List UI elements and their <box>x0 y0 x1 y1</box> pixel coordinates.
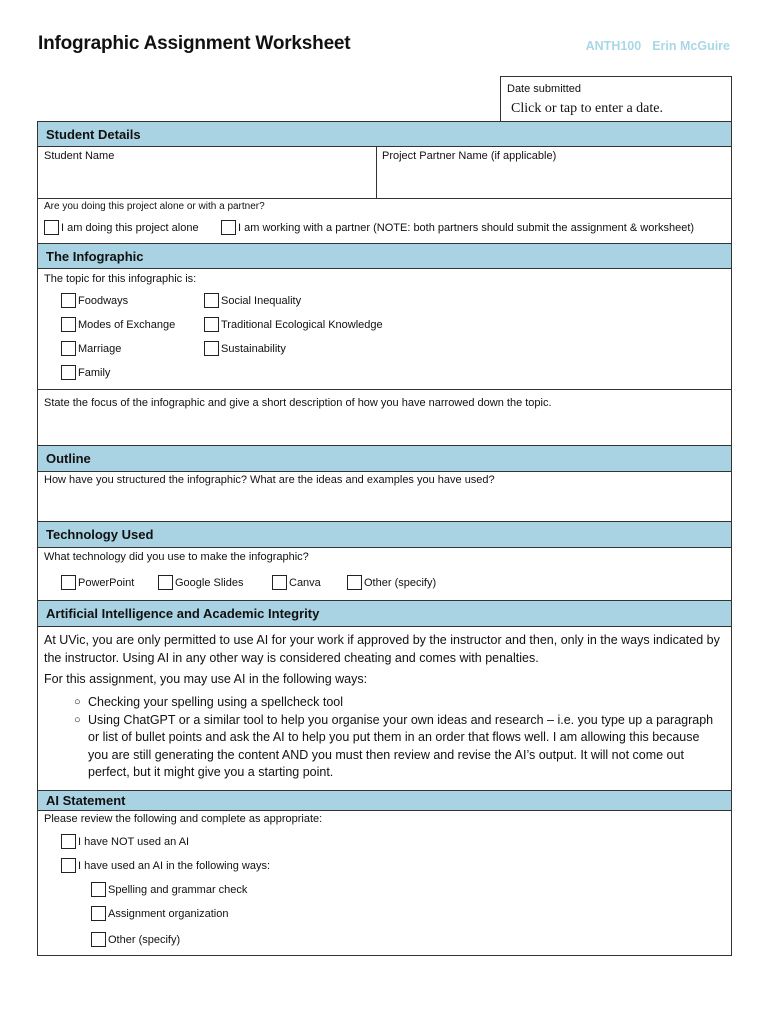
divider <box>38 389 731 390</box>
checkbox[interactable] <box>221 220 236 235</box>
ai-allowed-intro: For this assignment, you may use AI in the following ways: <box>44 672 368 686</box>
divider <box>38 198 731 199</box>
checkbox[interactable] <box>61 834 76 849</box>
ai-checkbox-organization[interactable] <box>91 906 228 921</box>
section-header-infographic: The Infographic <box>38 243 731 269</box>
topic-checkbox-social-inequality[interactable] <box>204 293 301 308</box>
checkbox-label: Foodways <box>78 294 129 307</box>
checkbox-label: Other (specify) <box>108 933 181 946</box>
list-item-text: Using ChatGPT or a similar tool to help you organise your own ideas and research – i.e. you type up a paragraph or list of bullet points and ask the AI to help you put them in an order that flows well. I am allowing this because you are still generating the content AND you must then review and revise the AI’s output. It will not come out perfect, but it might give you a starting point. <box>88 712 714 779</box>
tech-checkbox-canva[interactable] <box>272 575 321 590</box>
ai-statement-prompt: Please review the following and complete as appropriate: <box>44 813 323 825</box>
topic-checkbox-foodways[interactable] <box>61 293 128 308</box>
outline-prompt: How have you structured the infographic? What are the ideas and examples you have used? <box>44 474 495 486</box>
checkbox-label: Marriage <box>78 342 122 355</box>
checkbox-label: Google Slides <box>175 576 244 589</box>
checkbox[interactable] <box>61 317 76 332</box>
alone-or-partner-question: Are you doing this project alone or with a partner? <box>44 201 265 212</box>
ai-checkbox-spelling[interactable] <box>91 882 247 897</box>
ai-checkbox-other[interactable] <box>91 932 180 947</box>
checkbox[interactable] <box>204 293 219 308</box>
checkbox[interactable] <box>91 932 106 947</box>
checkbox-label: Family <box>78 366 111 379</box>
checkbox-partner[interactable] <box>221 220 694 235</box>
checkbox-label: I have NOT used an AI <box>78 835 190 848</box>
page-title: Infographic Assignment Worksheet <box>38 33 351 54</box>
checkbox-alone[interactable] <box>44 220 199 235</box>
checkbox-label: Canva <box>289 576 321 589</box>
course-info <box>586 39 730 53</box>
tech-checkbox-google-slides[interactable] <box>158 575 244 590</box>
checkbox[interactable] <box>204 341 219 356</box>
checkbox[interactable] <box>61 341 76 356</box>
bullet-icon: ○ <box>74 713 81 726</box>
checkbox[interactable] <box>204 317 219 332</box>
checkbox[interactable] <box>158 575 173 590</box>
checkbox-label: Assignment organization <box>108 907 229 920</box>
ai-allowed-list <box>74 694 718 782</box>
date-submitted-box <box>500 76 732 122</box>
checkbox[interactable] <box>91 906 106 921</box>
topic-checkbox-family[interactable] <box>61 365 110 380</box>
tech-checkbox-powerpoint[interactable] <box>61 575 134 590</box>
checkbox[interactable] <box>91 882 106 897</box>
ai-checkbox-not-used[interactable] <box>61 834 189 849</box>
section-header-student-details: Student Details <box>38 121 731 147</box>
ai-policy-paragraph: At UVic, you are only permitted to use AI for your work if approved by the instructor and then, only in the ways indicated by the instructor. Using AI in any other way is considered cheating and comes with penalties. <box>44 633 720 665</box>
checkbox[interactable] <box>347 575 362 590</box>
checkbox-label: Traditional Ecological Knowledge <box>221 318 383 331</box>
list-item <box>74 712 718 782</box>
technology-prompt: What technology did you use to make the infographic? <box>44 551 309 563</box>
checkbox[interactable] <box>61 575 76 590</box>
checkbox-label: Modes of Exchange <box>78 318 176 331</box>
checkbox-label: Sustainability <box>221 342 286 355</box>
checkbox-label: I have used an AI in the following ways: <box>78 859 271 872</box>
student-name-label: Student Name <box>44 150 115 162</box>
checkbox[interactable] <box>61 365 76 380</box>
instructor-name: Erin McGuire <box>652 39 730 53</box>
course-code: ANTH100 <box>585 39 642 53</box>
checkbox[interactable] <box>61 293 76 308</box>
topic-prompt: The topic for this infographic is: <box>44 273 197 285</box>
section-header-technology: Technology Used <box>38 521 731 548</box>
ai-checkbox-used[interactable] <box>61 858 270 873</box>
checkbox-label: Other (specify) <box>364 576 437 589</box>
worksheet-form <box>37 121 732 956</box>
date-picker-field[interactable]: Click or tap to enter a date. <box>511 101 663 116</box>
checkbox[interactable] <box>272 575 287 590</box>
checkbox-label: I am doing this project alone <box>61 221 199 234</box>
partner-name-label: Project Partner Name (if applicable) <box>382 150 557 162</box>
section-header-ai-statement: AI Statement <box>38 790 731 811</box>
checkbox[interactable] <box>61 858 76 873</box>
topic-checkbox-modes-of-exchange[interactable] <box>61 317 175 332</box>
section-header-ai-integrity: Artificial Intelligence and Academic Integrity <box>38 600 731 627</box>
bullet-icon: ○ <box>74 696 81 708</box>
tech-checkbox-other[interactable] <box>347 575 436 590</box>
checkbox-label: Spelling and grammar check <box>108 883 248 896</box>
section-header-outline: Outline <box>38 445 731 472</box>
list-item-text: Checking your spelling using a spellcheck tool <box>88 695 344 709</box>
focus-prompt: State the focus of the infographic and give a short description of how you have narrowed down the topic. <box>44 397 552 409</box>
checkbox-label: Social Inequality <box>221 294 302 307</box>
topic-checkbox-tek[interactable] <box>204 317 383 332</box>
date-submitted-label: Date submitted <box>507 83 581 95</box>
checkbox[interactable] <box>44 220 59 235</box>
topic-checkbox-marriage[interactable] <box>61 341 121 356</box>
checkbox-label: PowerPoint <box>78 576 135 589</box>
topic-checkbox-sustainability[interactable] <box>204 341 286 356</box>
name-field-divider <box>376 147 377 199</box>
list-item <box>74 694 718 712</box>
checkbox-label: I am working with a partner (NOTE: both partners should submit the assignment & worksheet) <box>238 221 695 234</box>
